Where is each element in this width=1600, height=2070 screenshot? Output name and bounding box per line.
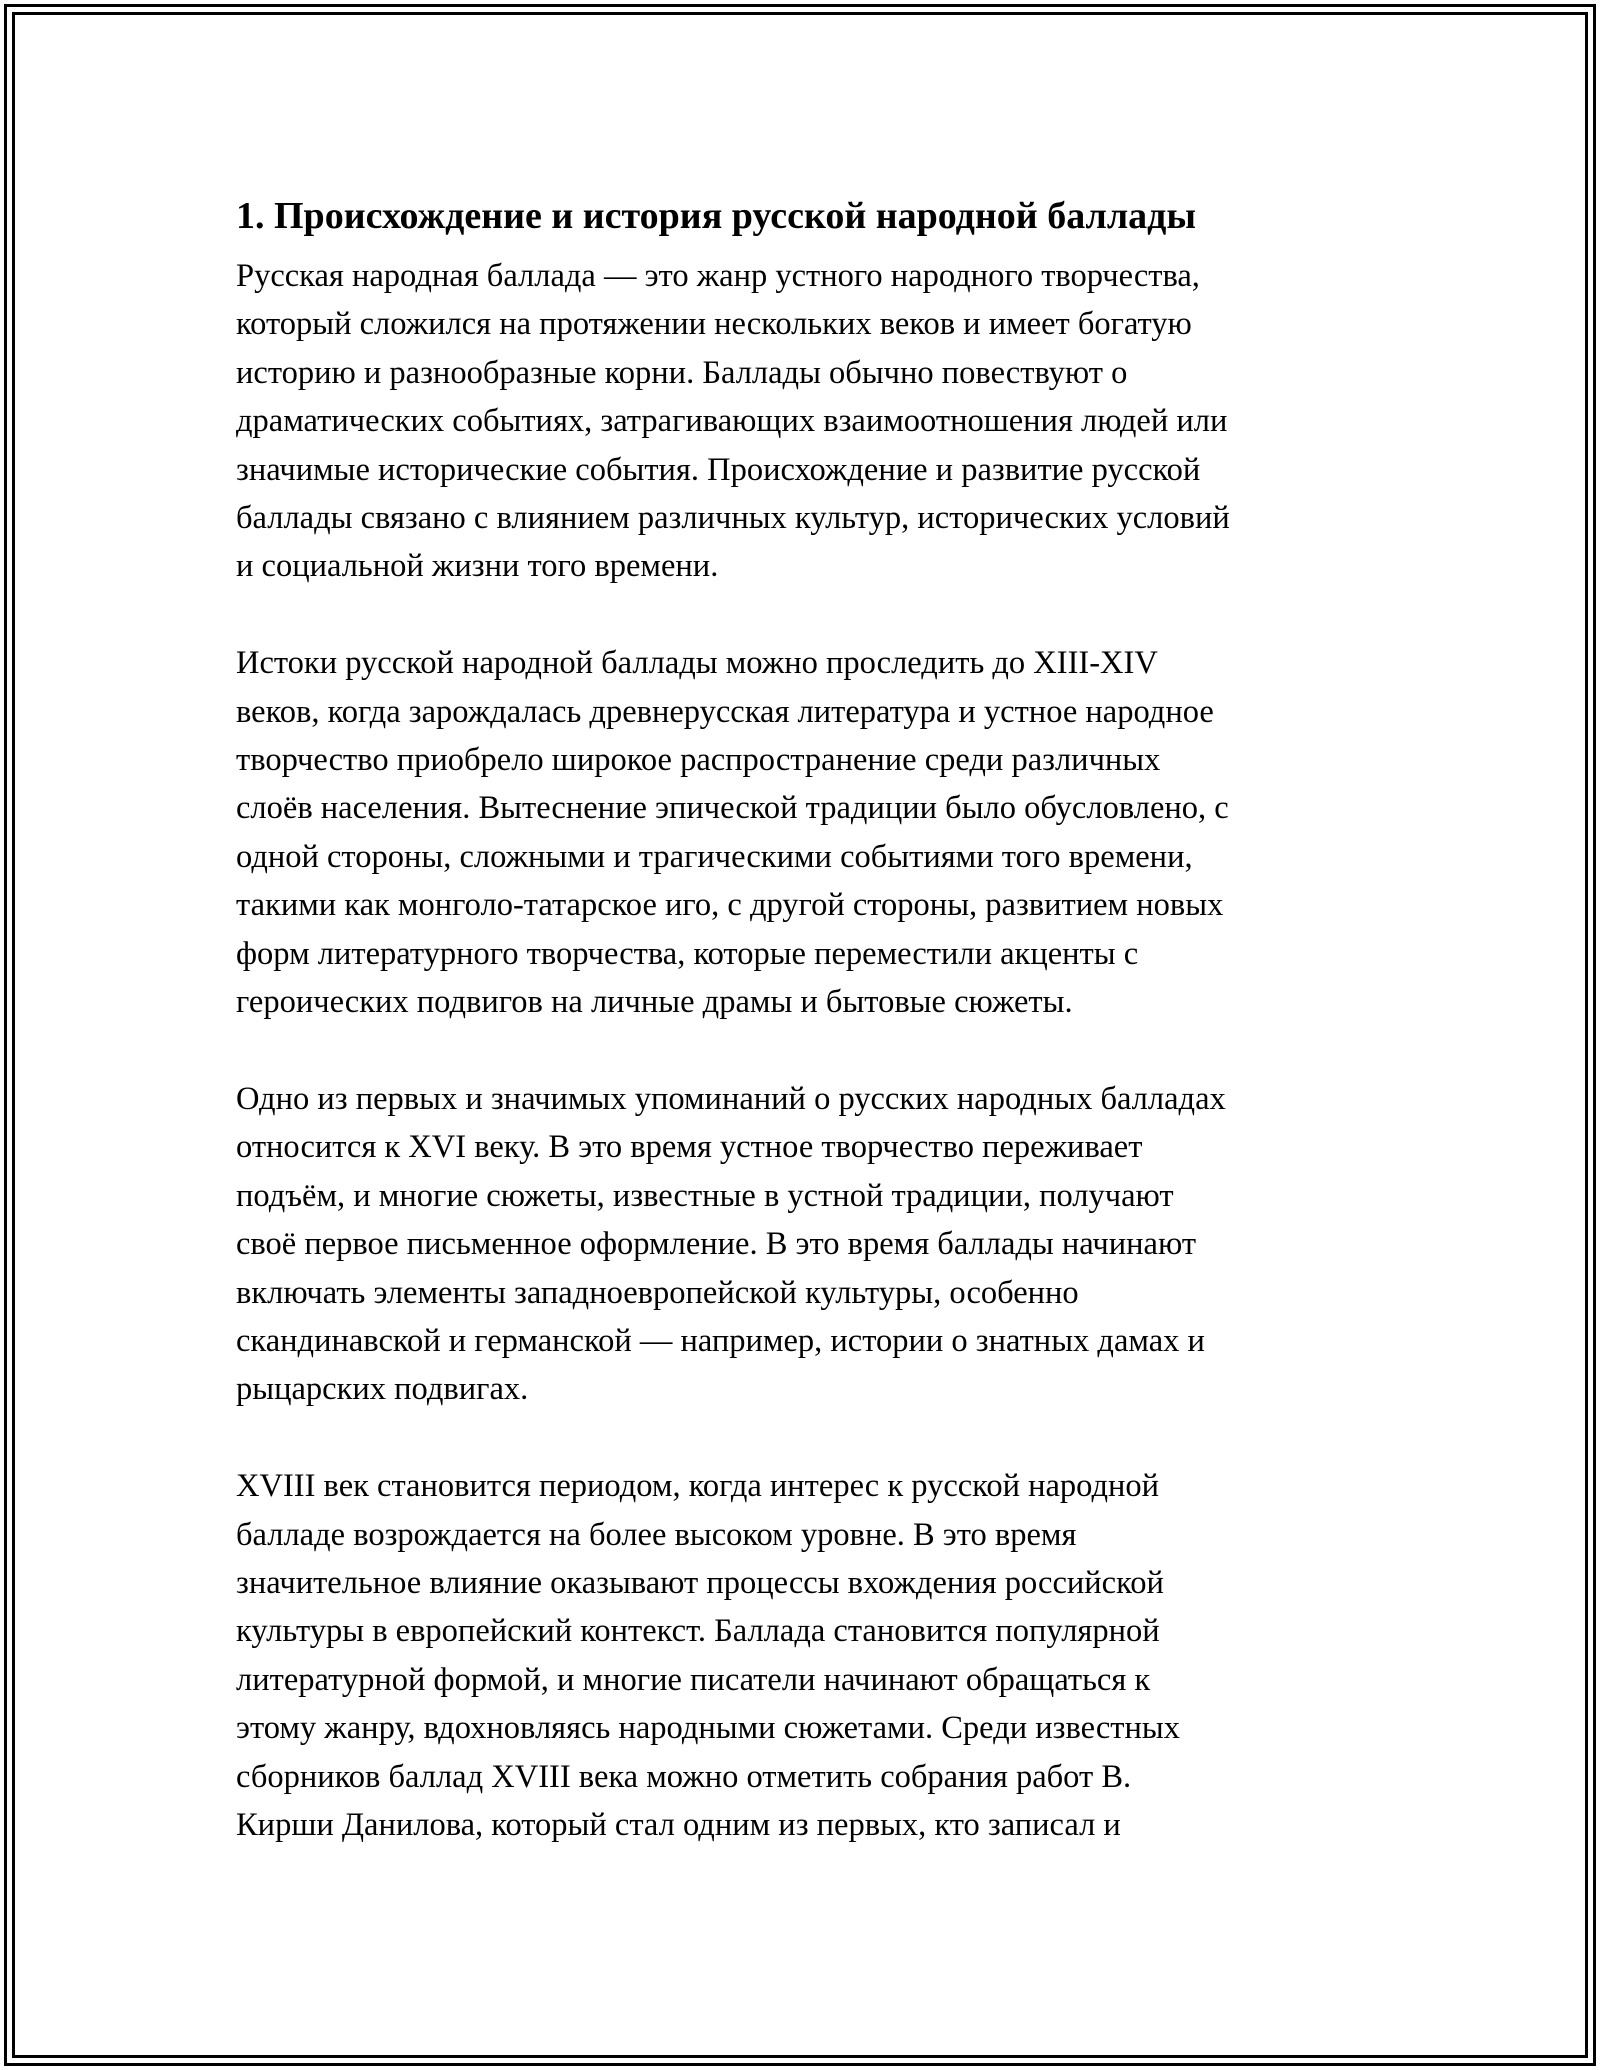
- text-line: своё первое письменное оформление. В это время баллады начинают: [236, 1226, 1197, 1263]
- document-body: [236, 180, 1376, 1849]
- text-line: героических подвигов на личные драмы и бытовые сюжеты.: [236, 984, 1073, 1021]
- text-line: литературной формой, и многие писатели начинают обращаться к: [236, 1661, 1151, 1698]
- text-line: форм литературного творчества, которые переместили акценты с: [236, 935, 1139, 972]
- text-line: драматических событиях, затрагивающих взаимоотношения людей или: [236, 403, 1228, 440]
- text-line: который сложился на протяжении нескольких веков и имеет богатую: [236, 306, 1192, 343]
- text-line: включать элементы западноевропейской культуры, особенно: [236, 1274, 1079, 1311]
- text-line: XVIII век становится периодом, когда интерес к русской народной: [236, 1468, 1160, 1505]
- text-line: Истоки русской народной баллады можно проследить до XIII-XIV: [236, 645, 1158, 682]
- text-line: историю и разнообразные корни. Баллады обычно повествуют о: [236, 354, 1128, 391]
- paragraph-1: [236, 252, 1376, 591]
- text-line: значительное влияние оказывают процессы вхождения российской: [236, 1564, 1164, 1601]
- text-line: Кирши Данилова, который стал одним из первых, кто записал и: [236, 1806, 1121, 1843]
- text-line: относится к XVI веку. В это время устное творчество переживает: [236, 1129, 1143, 1166]
- paragraph-4: [236, 1462, 1376, 1849]
- text-line: балладе возрождается на более высоком уровне. В это время: [236, 1516, 1077, 1553]
- text-line: значимые исторические события. Происхождение и развитие русской: [236, 451, 1201, 488]
- paragraph-3: [236, 1075, 1376, 1414]
- body-text: [236, 252, 1376, 1849]
- text-line: подъём, и многие сюжеты, известные в устной традиции, получают: [236, 1177, 1174, 1214]
- text-line: одной стороны, сложными и трагическими событиями того времени,: [236, 838, 1193, 875]
- paragraph-2: [236, 639, 1376, 1026]
- text-line: рыцарских подвигах.: [236, 1371, 529, 1408]
- text-line: скандинавской и германской — например, истории о знатных дамах и: [236, 1322, 1205, 1359]
- section-heading: 1. Происхождение и история русской народной баллады: [236, 195, 1197, 237]
- text-line: и социальной жизни того времени.: [236, 548, 719, 585]
- text-line: творчество приобрело широкое распространение среди различных: [236, 742, 1161, 779]
- text-line: этому жанру, вдохновляясь народными сюжетами. Среди известных: [236, 1710, 1180, 1747]
- text-line: культуры в европейский контекст. Баллада становится популярной: [236, 1613, 1160, 1650]
- text-line: слоёв населения. Вытеснение эпической традиции было обусловлено, с: [236, 790, 1229, 827]
- text-line: Русская народная баллада — это жанр устного народного творчества,: [236, 258, 1200, 294]
- text-line: баллады связано с влиянием различных культур, исторических условий: [236, 500, 1230, 537]
- text-line: веков, когда зарождалась древнерусская литература и устное народное: [236, 693, 1214, 730]
- text-line: сборников баллад XVIII века можно отметить собрания работ В.: [236, 1758, 1132, 1795]
- text-line: такими как монголо-татарское иго, с другой стороны, развитием новых: [236, 887, 1224, 924]
- text-line: Одно из первых и значимых упоминаний о русских народных балладах: [236, 1080, 1226, 1117]
